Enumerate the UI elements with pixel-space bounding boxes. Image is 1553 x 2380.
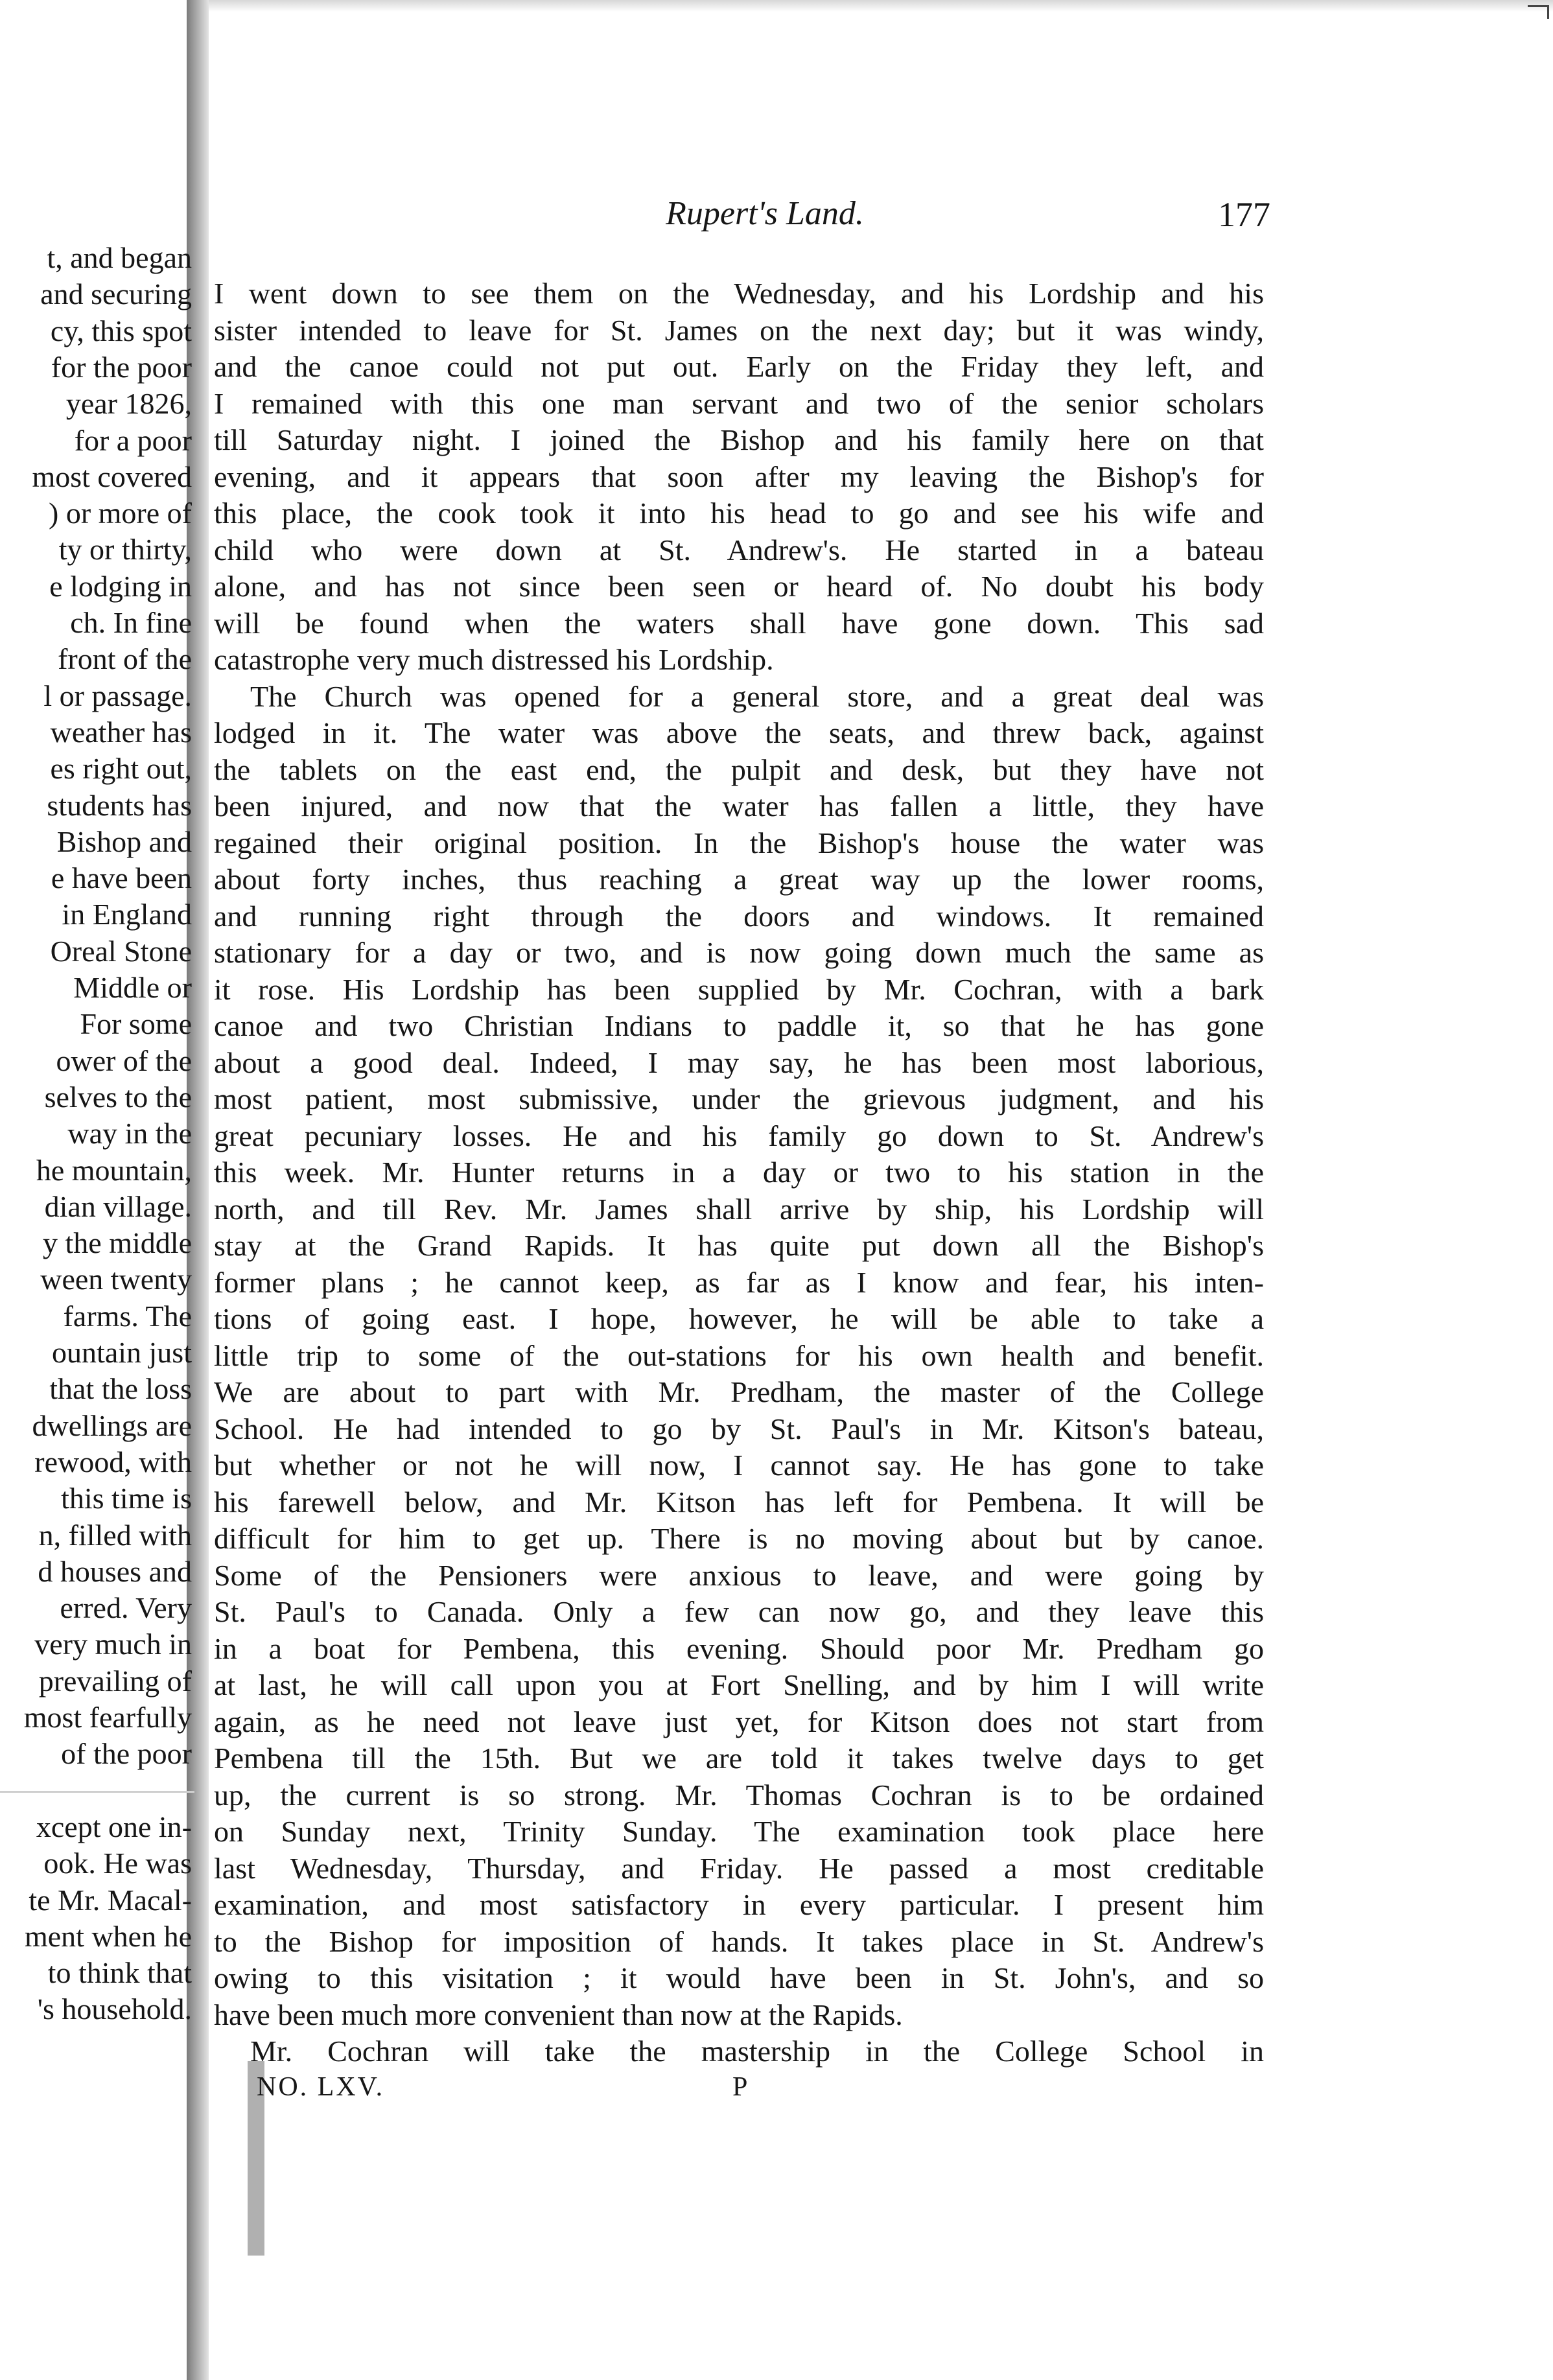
left-page-line: Middle or <box>73 971 192 1004</box>
text-line: have been much more convenient than now at the Rapids. <box>214 1998 903 2031</box>
left-page-line: ch. In fine <box>70 606 192 639</box>
left-page-line: e lodging in <box>49 569 192 603</box>
text-line: canoe and two Christian Indians to paddle it, so that he has gone <box>214 1009 1264 1042</box>
running-head: Rupert's Land. <box>666 195 864 232</box>
left-page-line: Bishop and <box>56 824 192 858</box>
left-page-line: farms. The <box>63 1299 192 1333</box>
left-page-line: that the loss <box>49 1372 192 1406</box>
left-page-line: this time is <box>61 1482 192 1515</box>
text-line: and running right through the doors and windows. It remained <box>214 899 1264 933</box>
text-line: stationary for a day or two, and is now going down much the same as <box>214 936 1264 969</box>
text-line: till Saturday night. I joined the Bishop and his family here on that <box>214 423 1264 456</box>
left-page-line: y the middle <box>43 1226 192 1260</box>
text-line: stay at the Grand Rapids. It has quite put down all the Bishop's <box>214 1229 1264 1262</box>
text-line: lodged in it. The water was above the seats, and threw back, against <box>214 716 1264 749</box>
left-page-line: dian village. <box>44 1189 192 1223</box>
text-line: We are about to part with Mr. Predham, the master of the College <box>214 1375 1264 1408</box>
text-line: on Sunday next, Trinity Sunday. The examination took place here <box>214 1815 1264 1848</box>
corner-mark <box>1528 5 1549 19</box>
text-line: I remained with this one man servant and two of the senior scholars <box>214 386 1264 420</box>
left-page-line: of the poor <box>61 1737 192 1771</box>
text-line: to the Bishop for imposition of hands. It takes place in St. Andrew's <box>214 1924 1264 1958</box>
text-line: his farewell below, and Mr. Kitson has left for Pembena. It will be <box>214 1485 1264 1519</box>
left-page-line: he mountain, <box>36 1153 192 1187</box>
left-page-line: te Mr. Macal- <box>29 1883 192 1917</box>
text-line: Mr. Cochran will take the mastership in the College School in <box>250 2035 1264 2068</box>
page-top-edge <box>209 0 1553 12</box>
text-line: sister intended to leave for St. James on the next day; but it was windy, <box>214 313 1264 347</box>
text-line: School. He had intended to go by St. Paul's in Mr. Kitson's bateau, <box>214 1412 1264 1445</box>
page-footer <box>214 2071 1264 2110</box>
text-line: catastrophe very much distressed his Lordship. <box>214 643 774 676</box>
text-line: evening, and it appears that soon after my leaving the Bishop's for <box>214 460 1264 493</box>
left-page-line: and securing <box>40 277 192 311</box>
left-page-line: d houses and <box>38 1554 192 1588</box>
text-line: at last, he will call upon you at Fort Snelling, and by him I will write <box>214 1668 1264 1701</box>
text-line: about a good deal. Indeed, I may say, he has been most laborious, <box>214 1045 1264 1079</box>
sheet-mark: P <box>732 2072 748 2102</box>
left-page-line: l or passage. <box>43 679 192 712</box>
left-page-line: e have been <box>51 861 192 895</box>
left-page-line: ween twenty <box>40 1263 192 1296</box>
text-line: the tablets on the east end, the pulpit and desk, but they have not <box>214 752 1264 786</box>
left-page-line: selves to the <box>44 1080 192 1114</box>
left-page-line: xcept one in- <box>36 1810 192 1843</box>
left-page-line: dwellings are <box>32 1408 192 1442</box>
section-divider <box>0 1791 194 1793</box>
left-page-line: weather has <box>50 715 192 749</box>
text-line: owing to this visitation ; it would have been in St. John's, and so <box>214 1961 1264 1994</box>
left-page-line: year 1826, <box>65 387 192 421</box>
text-line: but whether or not he will now, I cannot say. He has gone to take <box>214 1449 1264 1482</box>
text-line: I went down to see them on the Wednesday, and his Lordship and his <box>214 277 1264 310</box>
text-line: this place, the cook took it into his head to go and see his wife and <box>214 496 1264 530</box>
left-page-line: prevailing of <box>38 1664 192 1698</box>
left-page-line: cy, this spot <box>50 314 192 347</box>
text-line: child who were down at St. Andrew's. He started in a bateau <box>214 533 1264 566</box>
left-page-line: es right out, <box>50 752 192 786</box>
left-page-line: students has <box>47 788 192 822</box>
text-line: little trip to some of the out-stations for his own health and benefit. <box>214 1338 1264 1372</box>
left-page-line: ) or more of <box>49 496 192 530</box>
left-page-line: ook. He was <box>43 1847 192 1880</box>
text-line: Some of the Pensioners were anxious to leave, and were going by <box>214 1558 1264 1592</box>
left-page-line: most fearfully <box>23 1701 192 1734</box>
text-line: in a boat for Pembena, this evening. Should poor Mr. Predham go <box>214 1631 1264 1665</box>
page-number: 177 <box>1218 195 1270 234</box>
text-line: examination, and most satisfactory in every particular. I present him <box>214 1888 1264 1921</box>
text-line: alone, and has not since been seen or heard of. No doubt his body <box>214 570 1264 603</box>
left-page-line: front of the <box>58 642 192 676</box>
text-line: this week. Mr. Hunter returns in a day or two to his station in the <box>214 1156 1264 1189</box>
text-line: it rose. His Lordship has been supplied by Mr. Cochran, with a bark <box>214 972 1264 1006</box>
text-line: Pembena till the 15th. But we are told it takes twelve days to get <box>214 1742 1264 1775</box>
left-page-line: t, and began <box>47 241 192 274</box>
text-line: former plans ; he cannot keep, as far as I know and fear, his inten- <box>214 1265 1264 1299</box>
left-page-line: ower of the <box>56 1044 192 1077</box>
left-page-line: to think that <box>47 1956 192 1990</box>
text-line: great pecuniary losses. He and his family go down to St. Andrew's <box>214 1119 1264 1152</box>
left-page-line: rewood, with <box>34 1445 192 1478</box>
left-page-line: most covered <box>32 460 192 493</box>
left-page-fragment <box>0 240 194 2055</box>
body-text <box>214 275 1264 2070</box>
text-line: up, the current is so strong. Mr. Thomas Cochran is to be ordained <box>214 1778 1264 1812</box>
text-line: again, as he need not leave just yet, for Kitson does not start from <box>214 1705 1264 1738</box>
left-page-line: 's household. <box>37 1992 192 2026</box>
left-page-line: way in the <box>67 1117 192 1150</box>
text-line: tions of going east. I hope, however, he will be able to take a <box>214 1302 1264 1335</box>
left-page-line: ty or thirty, <box>58 533 192 566</box>
text-line: The Church was opened for a general store, and a great deal was <box>250 679 1264 713</box>
text-line: St. Paul's to Canada. Only a few can now go, and they leave this <box>214 1595 1264 1628</box>
text-line: north, and till Rev. Mr. James shall arrive by ship, his Lordship will <box>214 1192 1264 1226</box>
text-line: about forty inches, thus reaching a great way up the lower rooms, <box>214 863 1264 896</box>
text-line: last Wednesday, Thursday, and Friday. He passed a most creditable <box>214 1851 1264 1885</box>
left-page-line: for the poor <box>51 350 192 384</box>
left-page-line: n, filled with <box>38 1518 192 1552</box>
left-page-line: Oreal Stone <box>50 934 192 968</box>
left-page-line: erred. Very <box>60 1591 192 1625</box>
text-line: will be found when the waters shall have gone down. This sad <box>214 606 1264 640</box>
signature-mark: NO. LXV. <box>257 2072 385 2102</box>
left-page-line: ment when he <box>24 1919 192 1953</box>
text-line: regained their original position. In the Bishop's house the water was <box>214 826 1264 859</box>
left-page-line: ountain just <box>52 1336 192 1369</box>
left-page-line: very much in <box>34 1628 192 1661</box>
left-page-line: For some <box>80 1007 192 1041</box>
left-page-line: in England <box>62 898 192 931</box>
text-line: been injured, and now that the water has fallen a little, they have <box>214 789 1264 822</box>
left-page-line: for a poor <box>74 423 192 457</box>
text-line: and the canoe could not put out. Early on the Friday they left, and <box>214 350 1264 383</box>
text-line: most patient, most submissive, under the grievous judgment, and his <box>214 1082 1264 1115</box>
text-line: difficult for him to get up. There is no moving about but by canoe. <box>214 1522 1264 1555</box>
